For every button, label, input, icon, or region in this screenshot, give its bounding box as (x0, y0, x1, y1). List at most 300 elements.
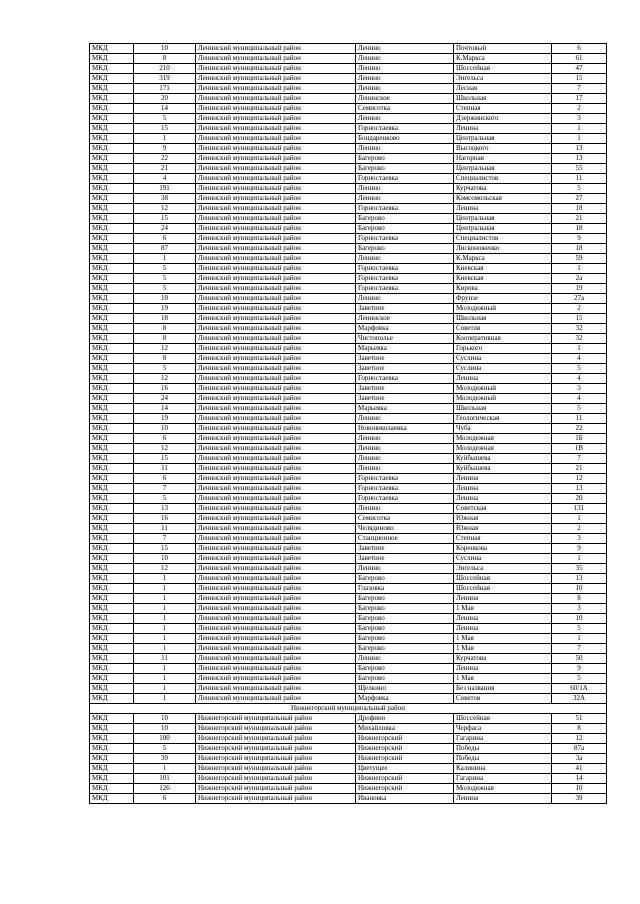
house-number-cell: 61 (552, 54, 607, 64)
street-cell: Школьная (454, 404, 552, 414)
table-row (90, 224, 607, 234)
count-cell: 11 (134, 654, 196, 664)
building-type-cell: МКД (90, 524, 134, 534)
settlement-cell: Заветное (356, 304, 454, 314)
table-row (90, 714, 607, 724)
count-cell: 171 (134, 84, 196, 94)
building-type-cell: МКД (90, 154, 134, 164)
building-type-cell: МКД (90, 514, 134, 524)
building-type-cell: МКД (90, 104, 134, 114)
district-cell: Ленинский муниципальный район (196, 344, 356, 354)
table-row (90, 544, 607, 554)
table-row (90, 624, 607, 634)
table-row (90, 234, 607, 244)
house-number-cell: 2 (552, 524, 607, 534)
settlement-cell: Ленино (356, 504, 454, 514)
house-number-cell: 27а (552, 294, 607, 304)
house-number-cell: 3 (552, 384, 607, 394)
table-row (90, 194, 607, 204)
street-cell: Гагарина (454, 734, 552, 744)
table-row (90, 464, 607, 474)
district-cell: Ленинский муниципальный район (196, 694, 356, 704)
building-type-cell: МКД (90, 114, 134, 124)
district-cell: Ленинский муниципальный район (196, 524, 356, 534)
street-cell: Комсомольская (454, 194, 552, 204)
building-type-cell: МКД (90, 234, 134, 244)
count-cell: 1 (134, 574, 196, 584)
district-cell: Ленинский муниципальный район (196, 594, 356, 604)
street-cell: Степная (454, 534, 552, 544)
table-row (90, 314, 607, 324)
house-number-cell: 13 (552, 574, 607, 584)
table-row (90, 574, 607, 584)
table-row (90, 264, 607, 274)
table-row (90, 444, 607, 454)
house-number-cell: 1 (552, 344, 607, 354)
settlement-cell: Ленино (356, 294, 454, 304)
street-cell: К.Маркса (454, 54, 552, 64)
building-type-cell: МКД (90, 274, 134, 284)
district-cell: Ленинский муниципальный район (196, 644, 356, 654)
settlement-cell: Заветное (356, 394, 454, 404)
house-number-cell: 2а (552, 274, 607, 284)
settlement-cell: Горностаевка (356, 484, 454, 494)
settlement-cell: Ленино (356, 54, 454, 64)
count-cell: 126 (134, 784, 196, 794)
street-cell: Победы (454, 744, 552, 754)
street-cell: Молодежная (454, 444, 552, 454)
district-cell: Ленинский муниципальный район (196, 294, 356, 304)
building-type-cell: МКД (90, 394, 134, 404)
building-type-cell: МКД (90, 64, 134, 74)
table-row (90, 204, 607, 214)
street-cell: Школьная (454, 314, 552, 324)
building-type-cell: МКД (90, 214, 134, 224)
table-row (90, 354, 607, 364)
table-row (90, 654, 607, 664)
settlement-cell: Ленино (356, 44, 454, 54)
table-row (90, 494, 607, 504)
building-type-cell: МКД (90, 124, 134, 134)
settlement-cell: Ленино (356, 444, 454, 454)
district-cell: Ленинский муниципальный район (196, 314, 356, 324)
settlement-cell: Бондаренково (356, 134, 454, 144)
district-cell: Ленинский муниципальный район (196, 84, 356, 94)
settlement-cell: Горностаевка (356, 474, 454, 484)
settlement-cell: Нижнегорский (356, 734, 454, 744)
table-row (90, 304, 607, 314)
building-type-cell: МКД (90, 54, 134, 64)
street-cell: Киевская (454, 274, 552, 284)
street-cell: Ленина (454, 204, 552, 214)
street-cell: Ленина (454, 664, 552, 674)
house-number-cell: 4 (552, 354, 607, 364)
table-row (90, 64, 607, 74)
settlement-cell: Заветное (356, 384, 454, 394)
table-row (90, 344, 607, 354)
building-type-cell: МКД (90, 44, 134, 54)
settlement-cell: Заветное (356, 354, 454, 364)
district-cell: Ленинский муниципальный район (196, 574, 356, 584)
district-cell: Ленинский муниципальный район (196, 394, 356, 404)
settlement-cell: Дрофино (356, 714, 454, 724)
street-cell: Шоссейная (454, 64, 552, 74)
house-number-cell: 13 (552, 154, 607, 164)
house-number-cell: 15 (552, 74, 607, 84)
table-row (90, 94, 607, 104)
district-cell: Нижнегорский муниципальный район (196, 764, 356, 774)
count-cell: 22 (134, 154, 196, 164)
settlement-cell: Челядиново (356, 524, 454, 534)
house-number-cell: 7 (552, 644, 607, 654)
district-cell: Ленинский муниципальный район (196, 544, 356, 554)
count-cell: 1 (134, 254, 196, 264)
house-number-cell: 1Б (552, 434, 607, 444)
building-type-cell: МКД (90, 94, 134, 104)
building-type-cell: МКД (90, 264, 134, 274)
house-number-cell: 18 (552, 204, 607, 214)
building-type-cell: МКД (90, 84, 134, 94)
count-cell: 6 (134, 234, 196, 244)
district-cell: Нижнегорский муниципальный район (196, 784, 356, 794)
settlement-cell: Ленино (356, 84, 454, 94)
house-number-cell: 39 (552, 794, 607, 804)
street-cell: Курчатова (454, 654, 552, 664)
settlement-cell: Горностаевка (356, 284, 454, 294)
house-number-cell: 1 (552, 554, 607, 564)
district-cell: Ленинский муниципальный район (196, 454, 356, 464)
count-cell: 12 (134, 374, 196, 384)
district-cell: Ленинский муниципальный район (196, 404, 356, 414)
building-type-cell: МКД (90, 314, 134, 324)
building-type-cell: МКД (90, 474, 134, 484)
table-row (90, 634, 607, 644)
house-number-cell: 1 (552, 264, 607, 274)
district-cell: Ленинский муниципальный район (196, 54, 356, 64)
count-cell: 7 (134, 484, 196, 494)
district-cell: Ленинский муниципальный район (196, 234, 356, 244)
count-cell: 8 (134, 334, 196, 344)
table-row (90, 404, 607, 414)
building-type-cell: МКД (90, 434, 134, 444)
count-cell: 10 (134, 44, 196, 54)
house-number-cell: 51 (552, 714, 607, 724)
building-type-cell: МКД (90, 254, 134, 264)
district-cell: Ленинский муниципальный район (196, 174, 356, 184)
house-number-cell: 32А (552, 694, 607, 704)
count-cell: 6 (134, 434, 196, 444)
settlement-cell: Багерово (356, 224, 454, 234)
district-cell: Ленинский муниципальный район (196, 564, 356, 574)
house-number-cell: 6 (552, 44, 607, 54)
building-type-cell: МКД (90, 554, 134, 564)
house-number-cell: 10 (552, 784, 607, 794)
settlement-cell: Багерово (356, 164, 454, 174)
settlement-cell: Горностаевка (356, 264, 454, 274)
house-number-cell: 1 (552, 124, 607, 134)
table-row (90, 774, 607, 784)
building-type-cell: МКД (90, 624, 134, 634)
district-cell: Ленинский муниципальный район (196, 504, 356, 514)
district-cell: Нижнегорский муниципальный район (196, 734, 356, 744)
settlement-cell: Ивановка (356, 794, 454, 804)
building-type-cell: МКД (90, 764, 134, 774)
table-row (90, 724, 607, 734)
house-number-cell: 5 (552, 624, 607, 634)
street-cell: Куйбышева (454, 464, 552, 474)
table-row (90, 54, 607, 64)
district-cell: Ленинский муниципальный район (196, 484, 356, 494)
table-row (90, 134, 607, 144)
street-cell: Коренкова (454, 544, 552, 554)
district-cell: Ленинский муниципальный район (196, 194, 356, 204)
count-cell: 1 (134, 694, 196, 704)
building-type-cell: МКД (90, 464, 134, 474)
district-cell: Ленинский муниципальный район (196, 64, 356, 74)
house-number-cell: 14 (552, 774, 607, 784)
street-cell: Молодежный (454, 304, 552, 314)
district-cell: Нижнегорский муниципальный район (196, 754, 356, 764)
settlement-cell: Горностаевка (356, 234, 454, 244)
table-row (90, 594, 607, 604)
district-cell: Ленинский муниципальный район (196, 684, 356, 694)
table-row (90, 534, 607, 544)
building-type-cell: МКД (90, 194, 134, 204)
district-cell: Ленинский муниципальный район (196, 224, 356, 234)
count-cell: 10 (134, 424, 196, 434)
count-cell: 5 (134, 364, 196, 374)
building-type-cell: МКД (90, 684, 134, 694)
district-cell: Ленинский муниципальный район (196, 324, 356, 334)
building-type-cell: МКД (90, 74, 134, 84)
settlement-cell: Заветное (356, 554, 454, 564)
settlement-cell: Нижнегорский (356, 774, 454, 784)
district-cell: Ленинский муниципальный район (196, 374, 356, 384)
settlement-cell: Семисотка (356, 104, 454, 114)
settlement-cell: Ленино (356, 74, 454, 84)
settlement-cell: Горностаевка (356, 374, 454, 384)
count-cell: 8 (134, 354, 196, 364)
count-cell: 5 (134, 284, 196, 294)
street-cell: Шоссейная (454, 714, 552, 724)
count-cell: 24 (134, 394, 196, 404)
building-type-cell: МКД (90, 564, 134, 574)
settlement-cell: Нижнегорский (356, 744, 454, 754)
street-cell: Центральная (454, 134, 552, 144)
house-number-cell: 17 (552, 94, 607, 104)
street-cell: 1 Мая (454, 674, 552, 684)
table-row (90, 84, 607, 94)
street-cell: Молодежная (454, 434, 552, 444)
district-cell: Ленинский муниципальный район (196, 554, 356, 564)
street-cell: К.Маркса (454, 254, 552, 264)
district-cell: Нижнегорский муниципальный район (196, 714, 356, 724)
street-cell: 1 Мая (454, 634, 552, 644)
table-row (90, 124, 607, 134)
building-type-cell: МКД (90, 374, 134, 384)
district-cell: Ленинский муниципальный район (196, 604, 356, 614)
building-type-cell: МКД (90, 454, 134, 464)
settlement-cell: Нижнегорский (356, 754, 454, 764)
district-cell: Ленинский муниципальный район (196, 534, 356, 544)
district-cell: Ленинский муниципальный район (196, 264, 356, 274)
street-cell: Специалистов (454, 234, 552, 244)
building-type-cell: МКД (90, 504, 134, 514)
house-number-cell: 5 (552, 674, 607, 684)
building-type-cell: МКД (90, 424, 134, 434)
street-cell: Без названия (454, 684, 552, 694)
building-type-cell: МКД (90, 284, 134, 294)
building-type-cell: МКД (90, 164, 134, 174)
table-row (90, 784, 607, 794)
count-cell: 8 (134, 54, 196, 64)
count-cell: 21 (134, 164, 196, 174)
count-cell: 18 (134, 314, 196, 324)
district-cell: Нижнегорский муниципальный район (196, 774, 356, 784)
table-row (90, 334, 607, 344)
house-number-cell: 4 (552, 394, 607, 404)
street-cell: Советов (454, 324, 552, 334)
settlement-cell: Щелкино (356, 684, 454, 694)
building-type-cell: МКД (90, 494, 134, 504)
house-number-cell: 4 (552, 374, 607, 384)
count-cell: 11 (134, 464, 196, 474)
settlement-cell: Багерово (356, 624, 454, 634)
count-cell: 6 (134, 474, 196, 484)
settlement-cell: Ленино (356, 434, 454, 444)
street-cell: Кирова (454, 284, 552, 294)
street-cell: Курчатова (454, 184, 552, 194)
count-cell: 1 (134, 684, 196, 694)
street-cell: Южная (454, 514, 552, 524)
district-cell: Ленинский муниципальный район (196, 274, 356, 284)
count-cell: 10 (134, 724, 196, 734)
district-cell: Ленинский муниципальный район (196, 464, 356, 474)
count-cell: 15 (134, 214, 196, 224)
count-cell: 1 (134, 664, 196, 674)
table-row (90, 734, 607, 744)
building-type-cell: МКД (90, 744, 134, 754)
section-header-row (90, 704, 607, 714)
count-cell: 14 (134, 404, 196, 414)
count-cell: 39 (134, 754, 196, 764)
district-cell: Ленинский муниципальный район (196, 634, 356, 644)
street-cell: Суслина (454, 364, 552, 374)
building-type-cell: МКД (90, 534, 134, 544)
count-cell: 191 (134, 184, 196, 194)
house-number-cell: 9 (552, 664, 607, 674)
building-type-cell: МКД (90, 574, 134, 584)
house-number-cell: 8 (552, 724, 607, 734)
house-number-cell: 10 (552, 584, 607, 594)
house-number-cell: 12 (552, 734, 607, 744)
house-number-cell: 15 (552, 314, 607, 324)
building-type-cell: МКД (90, 584, 134, 594)
street-cell: Ленина (454, 624, 552, 634)
settlement-cell: Ленинское (356, 94, 454, 104)
count-cell: 87 (134, 244, 196, 254)
table-row (90, 604, 607, 614)
district-cell: Ленинский муниципальный район (196, 284, 356, 294)
street-cell: Школьная (454, 94, 552, 104)
settlement-cell: Горностаевка (356, 204, 454, 214)
settlement-cell: Ленино (356, 184, 454, 194)
district-cell: Ленинский муниципальный район (196, 214, 356, 224)
street-cell: Гагарина (454, 774, 552, 784)
house-number-cell: 18 (552, 244, 607, 254)
table-row (90, 364, 607, 374)
house-number-cell: 21 (552, 464, 607, 474)
district-cell: Ленинский муниципальный район (196, 254, 356, 264)
street-cell: Ленина (454, 494, 552, 504)
street-cell: Центральная (454, 164, 552, 174)
house-number-cell: 13 (552, 484, 607, 494)
count-cell: 11 (134, 524, 196, 534)
table-row (90, 104, 607, 114)
building-type-cell: МКД (90, 774, 134, 784)
building-type-cell: МКД (90, 794, 134, 804)
table-row (90, 254, 607, 264)
house-number-cell: 32 (552, 334, 607, 344)
building-type-cell: МКД (90, 134, 134, 144)
settlement-cell: Багерово (356, 634, 454, 644)
settlement-cell: Ленино (356, 144, 454, 154)
settlement-cell: Горностаевка (356, 124, 454, 134)
house-number-cell: 12 (552, 474, 607, 484)
street-cell: Высоцкого (454, 144, 552, 154)
street-cell: Центральная (454, 214, 552, 224)
street-cell: Ленина (454, 474, 552, 484)
table-row (90, 374, 607, 384)
district-cell: Ленинский муниципальный район (196, 614, 356, 624)
count-cell: 1 (134, 134, 196, 144)
table-row (90, 424, 607, 434)
street-cell: Ленина (454, 794, 552, 804)
settlement-cell: Ленино (356, 254, 454, 264)
building-type-cell: МКД (90, 664, 134, 674)
building-type-cell: МКД (90, 714, 134, 724)
district-cell: Нижнегорский муниципальный район (196, 724, 356, 734)
count-cell: 38 (134, 194, 196, 204)
building-type-cell: МКД (90, 594, 134, 604)
table-row (90, 484, 607, 494)
count-cell: 10 (134, 714, 196, 724)
house-number-cell: 3 (552, 114, 607, 124)
settlement-cell: Нижнегорский (356, 784, 454, 794)
count-cell: 10 (134, 294, 196, 304)
count-cell: 1 (134, 584, 196, 594)
building-type-cell: МКД (90, 364, 134, 374)
building-type-cell: МКД (90, 404, 134, 414)
table-row (90, 114, 607, 124)
house-number-cell: 19 (552, 284, 607, 294)
house-number-cell: 55 (552, 164, 607, 174)
street-cell: Дзержинского (454, 114, 552, 124)
table-row (90, 394, 607, 404)
street-cell: Ленина (454, 374, 552, 384)
table-row (90, 144, 607, 154)
street-cell: 1 Мая (454, 604, 552, 614)
table-row (90, 164, 607, 174)
street-cell: Победы (454, 754, 552, 764)
house-number-cell: 11 (552, 414, 607, 424)
count-cell: 100 (134, 734, 196, 744)
count-cell: 16 (134, 514, 196, 524)
street-cell: Шоссейная (454, 584, 552, 594)
building-type-cell: МКД (90, 334, 134, 344)
count-cell: 19 (134, 304, 196, 314)
settlement-cell: Багерово (356, 594, 454, 604)
